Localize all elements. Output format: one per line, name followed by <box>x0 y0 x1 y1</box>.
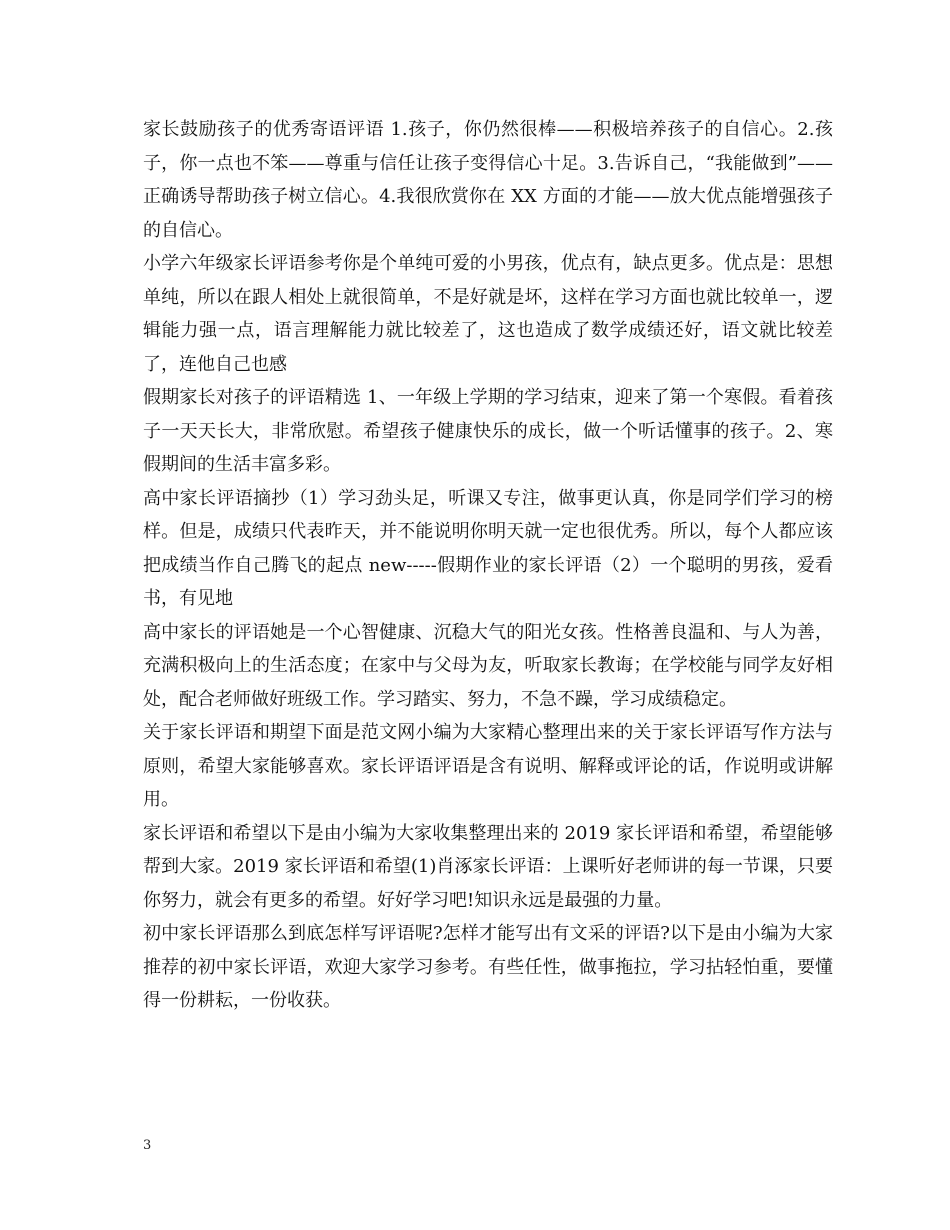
paragraph-grade6-comment: 小学六年级家长评语参考你是个单纯可爱的小男孩，优点有，缺点更多。优点是：思想单纯，所以在跟人相处上就很简单，不是好就是坏，这样在学习方面也就比较单一，逻辑能力强一点，语言理解能力就比较差了，这也造成了数学成绩还好，语文就比较差了，连他自己也感 <box>143 253 833 375</box>
paragraph-holiday-comment: 假期家长对孩子的评语精选 1、一年级上学期的学习结束，迎来了第一个寒假。看着孩子一天天长大，非常欣慰。希望孩子健康快乐的成长，做一个听话懂事的孩子。2、寒假期间的生活丰富多彩。 <box>143 387 833 475</box>
paragraph-middleschool-comment: 初中家长评语那么到底怎样写评语呢?怎样才能写出有文采的评语?以下是由小编为大家推荐的初中家长评语，欢迎大家学习参考。有些任性，做事拖拉，学习拈轻怕重，要懂得一份耕耘，一份收获。 <box>143 923 833 1011</box>
paragraph-encouragement: 家长鼓励孩子的优秀寄语评语 1.孩子，你仍然很棒——积极培养孩子的自信心。2.孩子，你一点也不笨——尊重与信任让孩子变得信心十足。3.告诉自己，“我能做到”——正确诱导帮助孩子树立信心。4.我很欣赏你在 XX 方面的才能——放大优点能增强孩子的自信心。 <box>143 119 833 241</box>
paragraph-comment-expectations: 关于家长评语和期望下面是范文网小编为大家精心整理出来的关于家长评语写作方法与原则，希望大家能够喜欢。家长评语评语是含有说明、解释或评论的话，作说明或讲解用。 <box>143 722 833 810</box>
document-body <box>143 113 833 1018</box>
paragraph-comment-hopes: 家长评语和希望以下是由小编为大家收集整理出来的 2019 家长评语和希望，希望能够帮到大家。2019 家长评语和希望(1)肖涿家长评语：上课听好老师讲的每一节课，只要你努力，就会有更多的希望。好好学习吧!知识永远是最强的力量。 <box>143 822 833 911</box>
paragraph-highschool-comment: 高中家长的评语她是一个心智健康、沉稳大气的阳光女孩。性格善良温和、与人为善，充满积极向上的生活态度；在家中与父母为友，听取家长教诲；在学校能与同学友好相处，配合老师做好班级工作。学习踏实、努力，不急不躁，学习成绩稳定。 <box>143 621 833 710</box>
paragraph-highschool-excerpt: 高中家长评语摘抄（1）学习劲头足，听课又专注，做事更认真，你是同学们学习的榜样。但是，成绩只代表昨天，并不能说明你明天就一定也很优秀。所以，每个人都应该把成绩当作自己腾飞的起点 new-----假期作业的家长评语（2）一个聪明的男孩，爱看书，有见地 <box>143 487 833 609</box>
page-number: 3 <box>143 1138 152 1153</box>
